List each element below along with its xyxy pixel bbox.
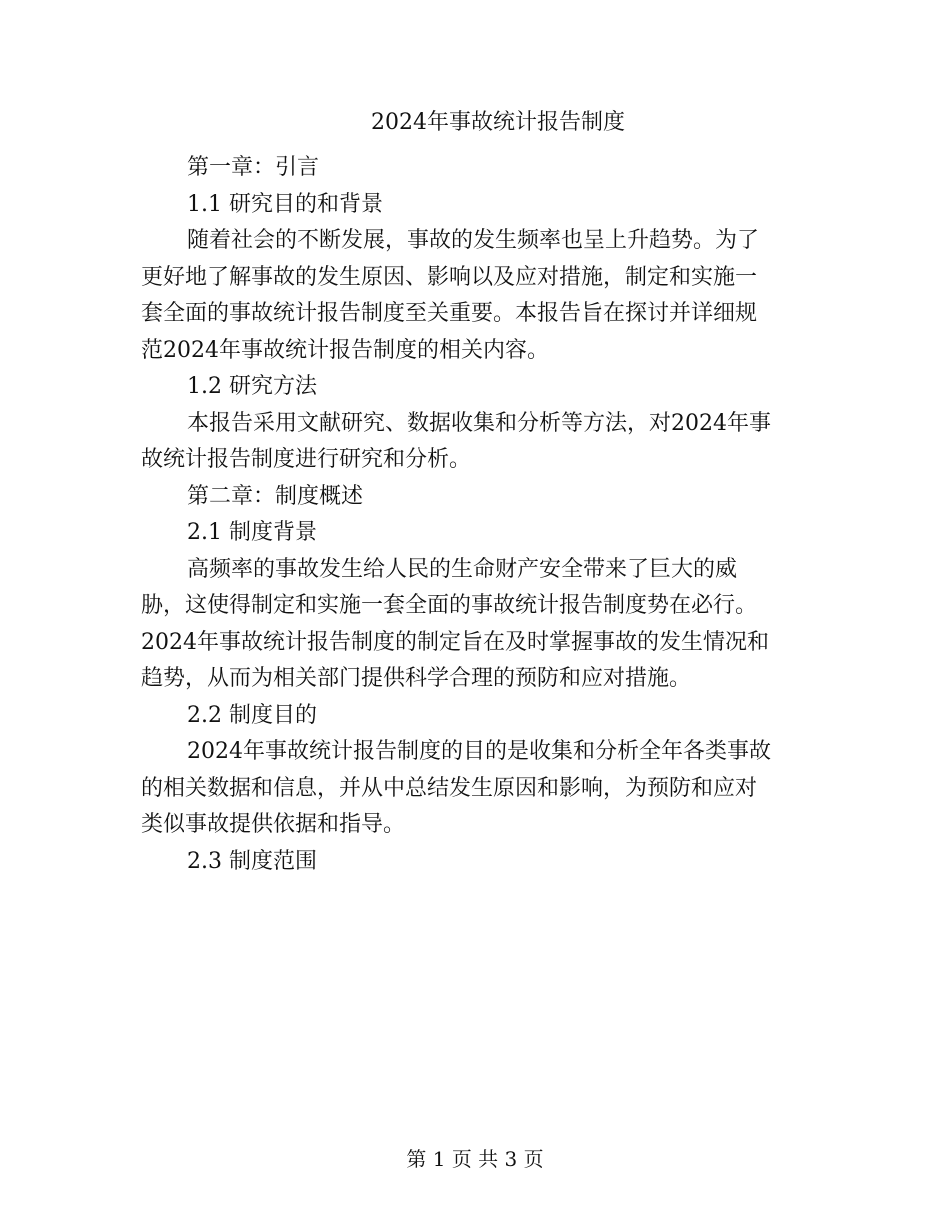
paragraph-line: 2024年事故统计报告制度的目的是收集和分析全年各类事故 — [187, 739, 771, 764]
chapter-1-heading: 第一章：引言 — [187, 155, 320, 180]
section-2-2-heading: 2.2 制度目的 — [187, 702, 317, 728]
section-1-2-paragraph — [141, 406, 805, 479]
paragraph-line: 高频率的事故发生给人民的生命财产安全带来了巨大的威 — [187, 556, 738, 582]
paragraph-line: 本报告采用文献研究、数据收集和分析等方法，对2024年事 — [187, 410, 771, 436]
section-1-1-heading: 1.1 研究目的和背景 — [187, 191, 383, 217]
chapter-2-heading: 第二章：制度概述 — [187, 483, 364, 509]
paragraph-line: 套全面的事故统计报告制度至关重要。本报告旨在探讨并详细规 — [141, 301, 758, 326]
section-2-1-heading: 2.1 制度背景 — [187, 520, 317, 545]
paragraph-line: 胁，这使得制定和实施一套全面的事故统计报告制度势在必行。 — [141, 593, 758, 618]
document-title: 2024年事故统计报告制度 — [371, 110, 625, 135]
page-number-footer: 第 1 页 共 3 页 — [406, 1147, 544, 1171]
paragraph-line: 趋势，从而为相关部门提供科学合理的预防和应对措施。 — [141, 666, 692, 691]
section-2-3-heading: 2.3 制度范围 — [187, 848, 317, 874]
paragraph-line: 随着社会的不断发展，事故的发生频率也呈上升趋势。为了 — [187, 228, 760, 253]
section-1-1-paragraph — [141, 223, 805, 369]
paragraph-line: 类似事故提供依据和指导。 — [141, 812, 406, 837]
section-1-2-heading: 1.2 研究方法 — [187, 374, 317, 399]
paragraph-line: 2024年事故统计报告制度的制定旨在及时掌握事故的发生情况和 — [141, 629, 769, 655]
paragraph-line: 的相关数据和信息，并从中总结发生原因和影响，为预防和应对 — [141, 775, 758, 801]
document-body — [141, 102, 805, 880]
section-2-2-paragraph — [141, 734, 805, 844]
paragraph-line: 更好地了解事故的发生原因、影响以及应对措施，制定和实施一 — [141, 264, 758, 290]
paragraph-line: 故统计报告制度进行研究和分析。 — [141, 447, 472, 472]
section-2-1-paragraph — [141, 552, 805, 698]
paragraph-line: 范2024年事故统计报告制度的相关内容。 — [141, 337, 549, 363]
